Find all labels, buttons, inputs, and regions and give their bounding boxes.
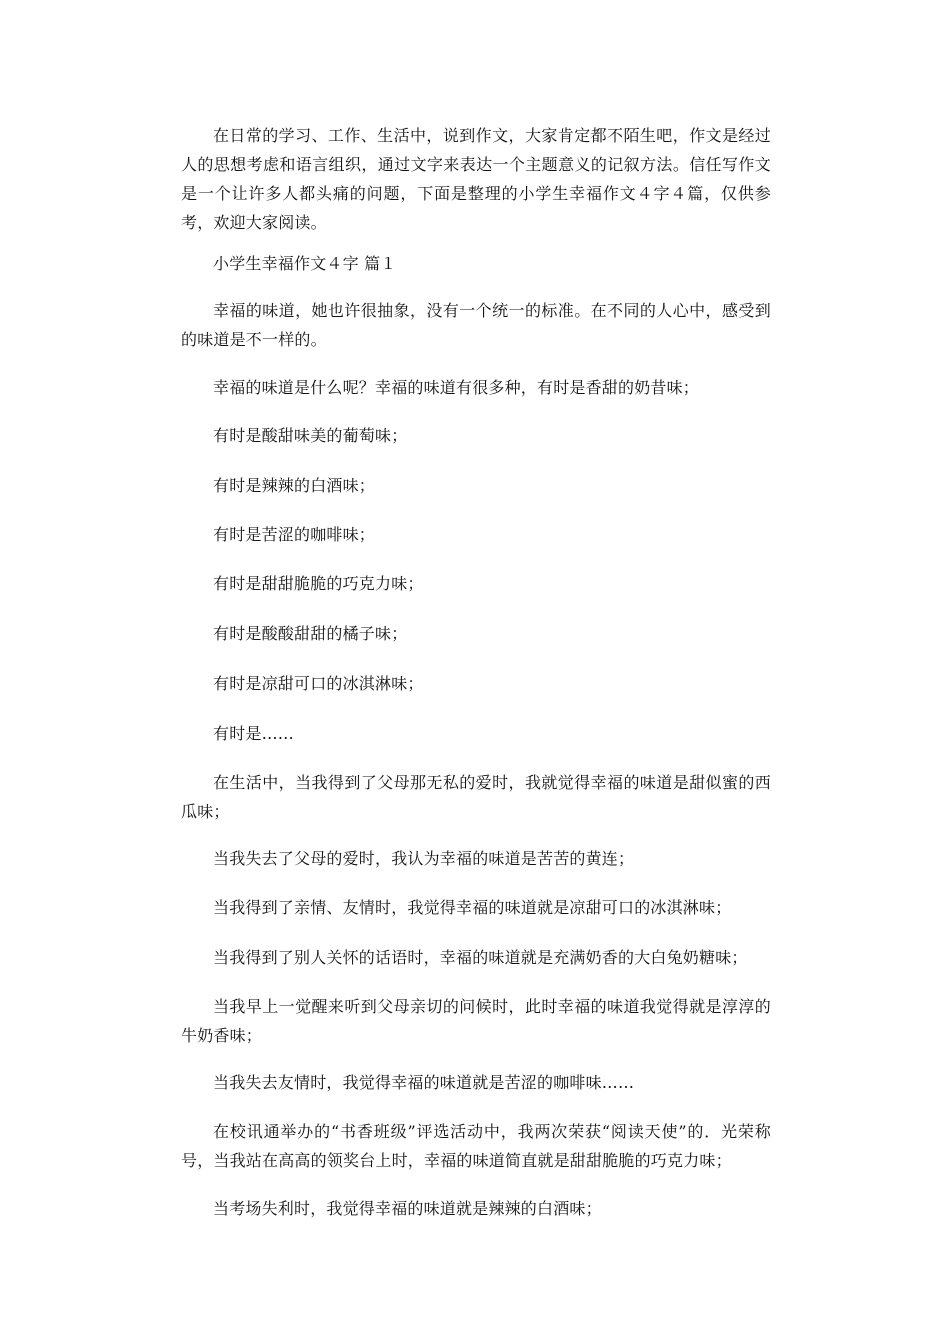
paragraph: 在校讯通举办的“书香班级”评选活动中，我两次荣获“阅读天使”的．光荣称号，当我站在高高的领奖台上时，幸福的味道简直就是甜甜脆脆的巧克力味； <box>181 1122 771 1170</box>
paragraph: 有时是酸酸甜甜的橘子味； <box>213 624 408 643</box>
paragraph: 当我得到了亲情、友情时，我觉得幸福的味道就是凉甜可口的冰淇淋味； <box>213 898 732 917</box>
paragraph: 幸福的味道是什么呢？幸福的味道有很多种，有时是香甜的奶昔味； <box>213 378 700 397</box>
paragraph: 当我失去了父母的爱时，我认为幸福的味道是苦苦的黄连； <box>213 849 635 868</box>
paragraph: 有时是苦涩的咖啡味； <box>213 525 376 544</box>
paragraph: 当我早上一觉醒来听到父母亲切的问候时，此时幸福的味道我觉得就是淳淳的牛奶香味； <box>181 997 771 1045</box>
paragraph: 有时是甜甜脆脆的巧克力味； <box>213 574 424 593</box>
paragraph: 有时是…… <box>213 724 295 743</box>
paragraph: 有时是酸甜味美的葡萄味； <box>213 426 408 445</box>
paragraph: 幸福的味道，她也许很抽象，没有一个统一的标准。在不同的人心中，感受到的味道是不一样的。 <box>181 301 771 349</box>
intro-paragraph: 在日常的学习、工作、生活中，说到作文，大家肯定都不陌生吧，作文是经过人的思想考虑和语言组织，通过文字来表达一个主题意义的记叙方法。信任写作文是一个让许多人都头痛的问题，下面是整理的小学生幸福作文４字４篇，仅供参考，欢迎大家阅读。 <box>181 126 771 232</box>
paragraph: 当我失去友情时，我觉得幸福的味道就是苦涩的咖啡味…… <box>213 1073 635 1092</box>
essay-heading: 小学生幸福作文４字 篇１ <box>213 254 397 273</box>
paragraph: 有时是辣辣的白酒味； <box>213 476 376 495</box>
paragraph: 当考场失利时，我觉得幸福的味道就是辣辣的白酒味； <box>213 1199 602 1218</box>
paragraph: 在生活中，当我得到了父母那无私的爱时，我就觉得幸福的味道是甜似蜜的西瓜味； <box>181 773 771 821</box>
paragraph: 有时是凉甜可口的冰淇淋味； <box>213 674 424 693</box>
paragraph: 当我得到了别人关怀的话语时，幸福的味道就是充满奶香的大白兔奶糖味； <box>213 948 748 967</box>
